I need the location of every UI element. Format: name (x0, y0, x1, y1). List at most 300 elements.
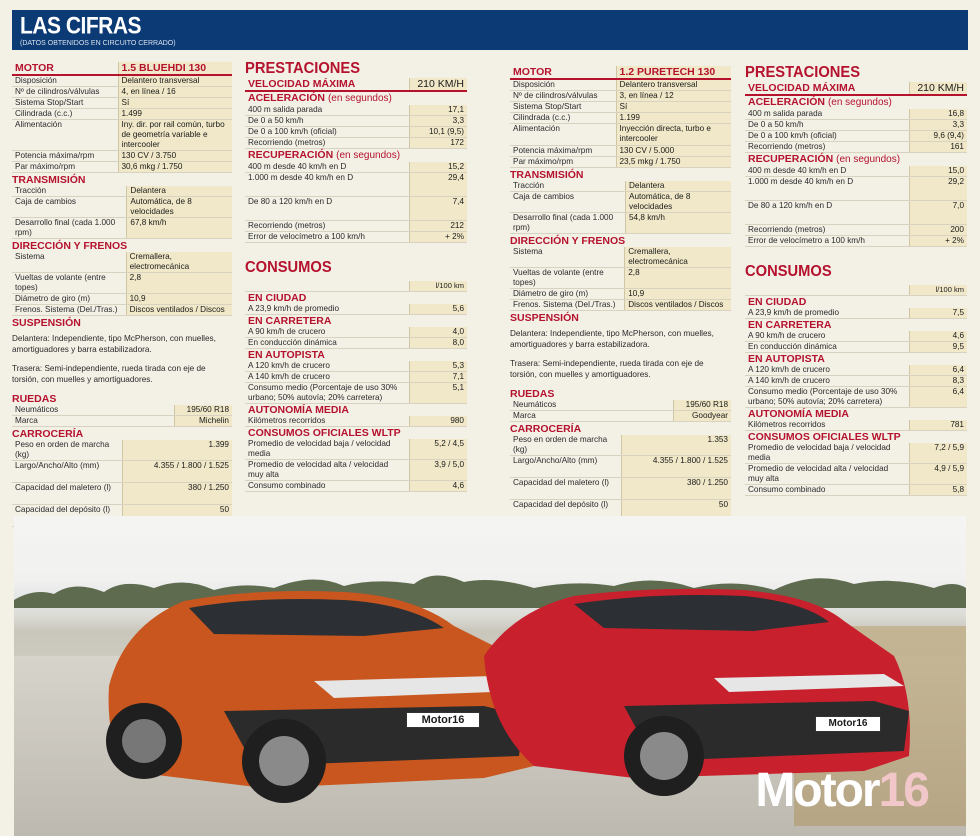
spec-key: Marca (12, 416, 174, 427)
spec-key: Kilómetros recorridos (245, 416, 409, 427)
recup-header (745, 153, 967, 167)
spec-row (510, 102, 731, 113)
autopista-header: EN AUTOPISTA (748, 353, 825, 365)
motor-header (12, 62, 232, 75)
spec-row (245, 304, 467, 315)
spec-value: Automática, de 8 velocidades (127, 197, 232, 218)
motor-value: 1.5 BLUEHDI 130 (118, 62, 232, 75)
spec-key: Alimentación (12, 120, 118, 151)
spec-value: 15,2 (409, 162, 467, 173)
spec-value: 212 (409, 221, 467, 232)
spec-row (510, 157, 731, 168)
spec-value: 8,0 (409, 338, 467, 349)
spec-key: Potencia máxima/rpm (12, 151, 118, 162)
motor-label: MOTOR (510, 66, 616, 79)
spec-key: Recorriendo (metros) (745, 142, 909, 153)
consumos-unit-row (245, 281, 467, 292)
spec-key: 400 m salida parada (745, 109, 909, 120)
spec-value: 4.355 / 1.800 / 1.525 (122, 461, 232, 483)
spec-value: Delantera (625, 181, 731, 192)
spec-row (745, 201, 967, 225)
spec-row (12, 252, 232, 273)
spec-value: 7,0 (909, 201, 967, 225)
prestaciones-title: PRESTACIONES (745, 64, 861, 81)
spec-row (245, 416, 467, 427)
spec-key: Recorriendo (metros) (745, 225, 909, 236)
consumos-table (745, 285, 967, 496)
suspension-front: Delantera: Independiente, tipo McPherson, con muelles, amortiguadores y barra estabilizadora. (12, 334, 216, 354)
consumos-title: CONSUMOS (245, 259, 332, 276)
autonomia-header: AUTONOMÍA MEDIA (248, 404, 349, 416)
spec-key: Consumo combinado (245, 481, 409, 492)
spec-value: 6,4 (909, 365, 967, 376)
spec-value: Sí (616, 102, 731, 113)
acel-label: ACELERACIÓN (248, 92, 326, 104)
spec-value: + 2% (909, 236, 967, 247)
spec-value: 5,3 (409, 361, 467, 372)
transmision-table (510, 181, 731, 234)
recup-label: RECUPERACIÓN (748, 153, 834, 165)
spec-row (245, 162, 467, 173)
spec-key: Diámetro de giro (m) (12, 294, 126, 305)
prestaciones-table (245, 78, 467, 243)
spec-row (12, 98, 232, 109)
license-plate-orange: Motor16 (406, 712, 480, 728)
spec-row (245, 481, 467, 492)
spec-key: A 120 km/h de crucero (245, 361, 409, 372)
spec-row (12, 75, 232, 87)
spec-row (245, 338, 467, 349)
suspension-front: Delantera: Independiente, tipo McPherson, con muelles, amortiguadores y barra estabilizadora. (510, 329, 714, 349)
ciudad-header: EN CIUDAD (248, 292, 307, 304)
spec-key: A 140 km/h de crucero (245, 372, 409, 383)
spec-key: De 0 a 100 km/h (oficial) (745, 131, 909, 142)
spec-key: De 0 a 50 km/h (745, 120, 909, 131)
spec-key: Error de velocímetro a 100 km/h (745, 236, 909, 247)
spec-key: A 23,9 km/h de promedio (745, 308, 909, 319)
page-header (12, 10, 968, 50)
motor-table (510, 66, 731, 168)
spec-row (12, 218, 232, 239)
spec-key: A 23,9 km/h de promedio (245, 304, 409, 315)
spec-row (510, 91, 731, 102)
consumos-unit-row (745, 285, 967, 296)
carroceria-table (12, 440, 232, 527)
spec-value: 6,4 (909, 387, 967, 408)
spec-value: 4,6 (409, 481, 467, 492)
spec-value: 10,9 (625, 289, 731, 300)
acel-label: ACELERACIÓN (748, 96, 826, 108)
spec-row (12, 197, 232, 218)
transmision-header: TRANSMISIÓN (12, 174, 86, 186)
spec-row (745, 443, 967, 464)
spec-key: Peso en orden de marcha (kg) (510, 435, 621, 456)
spec-key: Capacidad del depósito (l) (12, 505, 122, 527)
spec-key: Desarrollo final (cada 1.000 rpm) (510, 213, 625, 234)
autonomia-header: AUTONOMÍA MEDIA (748, 408, 849, 420)
spec-row (745, 142, 967, 153)
spec-key: 1.000 m desde 40 km/h en D (245, 173, 409, 197)
spec-value: 15,0 (909, 166, 967, 177)
spec-row (12, 273, 232, 294)
spec-key: Cilindrada (c.c.) (510, 113, 616, 124)
motor-table (12, 62, 232, 173)
spec-row (245, 372, 467, 383)
spec-row (745, 236, 967, 247)
spec-value: Discos ventilados / Discos (625, 300, 731, 311)
spec-row (12, 87, 232, 98)
suspension-header: SUSPENSIÓN (510, 312, 579, 324)
spec-value: 380 / 1.250 (122, 483, 232, 505)
spec-key: Promedio de velocidad alta / velocidad muy alta (245, 460, 409, 481)
vmax-row (245, 78, 467, 91)
spec-key: Desarrollo final (cada 1.000 rpm) (12, 218, 127, 239)
spec-value: 29,4 (409, 173, 467, 197)
spec-row (510, 124, 731, 146)
spec-key: Promedio de velocidad baja / velocidad media (245, 439, 409, 460)
acel-unit: (en segundos) (827, 97, 892, 108)
spec-value: 5,6 (409, 304, 467, 315)
spec-row (245, 383, 467, 404)
spec-key: Potencia máxima/rpm (510, 146, 616, 157)
spec-value: 2,8 (126, 273, 232, 294)
spec-key: En conducción dinámica (745, 342, 909, 353)
spec-key: Par máximo/rpm (12, 162, 118, 173)
spec-key: Tracción (12, 186, 127, 197)
spec-value: 5,2 / 4,5 (409, 439, 467, 460)
vmax-row (745, 82, 967, 95)
spec-row (510, 146, 731, 157)
spec-value: 195/60 R18 (673, 400, 731, 411)
spec-key: Par máximo/rpm (510, 157, 616, 168)
spec-row (510, 79, 731, 91)
spec-value: 3,9 / 5,0 (409, 460, 467, 481)
spec-value: Cremallera, electromecánica (126, 252, 232, 273)
spec-value: 7,4 (409, 197, 467, 221)
spec-row (510, 192, 731, 213)
spec-value: 9,5 (909, 342, 967, 353)
spec-value: 2,8 (625, 268, 731, 289)
ruedas-table (510, 400, 731, 422)
spec-key: A 140 km/h de crucero (745, 376, 909, 387)
spec-key: Disposición (12, 75, 118, 87)
spec-value: Cremallera, electromecánica (625, 247, 731, 268)
spec-key: A 90 km/h de crucero (745, 331, 909, 342)
consumos-title: CONSUMOS (745, 263, 832, 280)
spec-row (12, 109, 232, 120)
direccion-table (510, 247, 731, 311)
spec-key: Recorriendo (metros) (245, 221, 409, 232)
spec-key: Sistema Stop/Start (510, 102, 616, 113)
prestaciones-title: PRESTACIONES (245, 60, 361, 77)
carretera-header: EN CARRETERA (248, 315, 332, 327)
spec-value: 3, en línea / 12 (616, 91, 731, 102)
spec-value: 5,8 (909, 485, 967, 496)
spec-row (745, 387, 967, 408)
spec-row (12, 416, 232, 427)
spec-value: 7,2 / 5,9 (909, 443, 967, 464)
recup-unit: (en segundos) (836, 154, 901, 165)
spec-row (245, 127, 467, 138)
spec-key: Nº de cilindros/válvulas (12, 87, 118, 98)
spec-row (245, 221, 467, 232)
transmision-header: TRANSMISIÓN (510, 169, 584, 181)
spec-key: Capacidad del maletero (l) (12, 483, 122, 505)
spec-row (510, 113, 731, 124)
spec-key: De 80 a 120 km/h en D (745, 201, 909, 225)
spec-key: 400 m salida parada (245, 105, 409, 116)
car2-specs-column (510, 66, 731, 522)
cars-photo (14, 516, 966, 836)
spec-value: 50 (122, 505, 232, 527)
spec-key: Neumáticos (12, 405, 174, 416)
direccion-header: DIRECCIÓN Y FRENOS (510, 235, 626, 247)
vmax-label: VELOCIDAD MÁXIMA (745, 82, 909, 95)
consumos-table (245, 281, 467, 492)
spec-row (12, 305, 232, 316)
suspension-rear: Trasera: Semi-independiente, rueda tirada con eje de torsión, con muelles y amortiguadores. (510, 359, 704, 379)
motor-value: 1.2 PURETECH 130 (616, 66, 731, 79)
recup-unit: (en segundos) (336, 150, 401, 161)
spec-row (510, 247, 731, 268)
spec-value: 67,8 km/h (127, 218, 232, 239)
spec-key: 1.000 m desde 40 km/h en D (745, 177, 909, 201)
spec-row (510, 289, 731, 300)
consumos-unit: l/100 km (409, 281, 467, 292)
spec-key: Nº de cilindros/válvulas (510, 91, 616, 102)
spec-value: 980 (409, 416, 467, 427)
spec-row (745, 131, 967, 142)
spec-key: Marca (510, 411, 673, 422)
spec-row (245, 327, 467, 338)
spec-value: 29,2 (909, 177, 967, 201)
spec-row (245, 197, 467, 221)
spec-key: Tracción (510, 181, 625, 192)
spec-row (12, 294, 232, 305)
spec-key: Consumo combinado (745, 485, 909, 496)
orange-car (106, 591, 539, 803)
spec-value: Delantero transversal (118, 75, 232, 87)
spec-row (245, 361, 467, 372)
spec-key: A 90 km/h de crucero (245, 327, 409, 338)
spec-row (245, 460, 467, 481)
spec-value: 1.353 (621, 435, 731, 456)
spec-value: 16,8 (909, 109, 967, 120)
spec-key: En conducción dinámica (245, 338, 409, 349)
spec-row (745, 166, 967, 177)
spec-key: Error de velocímetro a 100 km/h (245, 232, 409, 243)
spec-key: A 120 km/h de crucero (745, 365, 909, 376)
spec-row (12, 405, 232, 416)
ruedas-header: RUEDAS (12, 393, 57, 405)
spec-key: Promedio de velocidad baja / velocidad media (745, 443, 909, 464)
motor16-watermark (755, 763, 928, 818)
spec-row (510, 300, 731, 311)
spec-row (510, 411, 731, 422)
page-subtitle: (DATOS OBTENIDOS EN CIRCUITO CERRADO) (20, 40, 176, 47)
spec-value: 4.355 / 1.800 / 1.525 (621, 456, 731, 478)
spec-key: Largo/Ancho/Alto (mm) (12, 461, 122, 483)
spec-row (745, 177, 967, 201)
spec-row (245, 439, 467, 460)
car1-specs-column (12, 62, 232, 527)
spec-value: Delantero transversal (616, 79, 731, 91)
spec-value: Inyección directa, turbo e intercooler (616, 124, 731, 146)
spec-row (510, 456, 731, 478)
spec-key: Kilómetros recorridos (745, 420, 909, 431)
spec-row (12, 120, 232, 151)
spec-key: Frenos. Sistema (Del./Tras.) (12, 305, 126, 316)
spec-key: Sistema Stop/Start (12, 98, 118, 109)
ruedas-header: RUEDAS (510, 388, 555, 400)
prestaciones-table (745, 82, 967, 247)
spec-key: Sistema (12, 252, 126, 273)
spec-value: 161 (909, 142, 967, 153)
spec-key: Disposición (510, 79, 616, 91)
spec-row (745, 464, 967, 485)
spec-value: 54,8 km/h (625, 213, 731, 234)
vmax-label: VELOCIDAD MÁXIMA (245, 78, 409, 91)
acel-unit: (en segundos) (327, 93, 392, 104)
spec-value: Automática, de 8 velocidades (625, 192, 731, 213)
spec-key: Capacidad del maletero (l) (510, 478, 621, 500)
spec-key: Vueltas de volante (entre topes) (510, 268, 625, 289)
motor-header (510, 66, 731, 79)
acel-header (245, 91, 467, 105)
spec-key: Caja de cambios (510, 192, 625, 213)
spec-key: Caja de cambios (12, 197, 127, 218)
direccion-header: DIRECCIÓN Y FRENOS (12, 240, 128, 252)
spec-value: 30,6 mkg / 1.750 (118, 162, 232, 173)
license-plate-red: Motor16 (815, 716, 881, 732)
suspension-rear: Trasera: Semi-independiente, rueda tirada con eje de torsión, con muelles y amortiguadores. (12, 364, 206, 384)
wltp-header: CONSUMOS OFICIALES WLTP (748, 431, 901, 443)
spec-value: 4, en línea / 16 (118, 87, 232, 98)
spec-value: 17,1 (409, 105, 467, 116)
spec-row (745, 109, 967, 120)
spec-key: Diámetro de giro (m) (510, 289, 625, 300)
car2-performance-column (745, 64, 967, 496)
spec-value: 1.199 (616, 113, 731, 124)
spec-row (245, 116, 467, 127)
spec-row (745, 331, 967, 342)
acel-header (745, 95, 967, 109)
spec-row (745, 342, 967, 353)
spec-value: 7,5 (909, 308, 967, 319)
spec-value: Sí (118, 98, 232, 109)
spec-key: Consumo medio (Porcentaje de uso 30% urbano; 50% autovía; 20% carretera) (745, 387, 909, 408)
motor-label: MOTOR (12, 62, 118, 75)
spec-value: 8,3 (909, 376, 967, 387)
spec-value: 5,1 (409, 383, 467, 404)
spec-value: 4,0 (409, 327, 467, 338)
ciudad-header: EN CIUDAD (748, 296, 807, 308)
spec-row (745, 485, 967, 496)
spec-key: Alimentación (510, 124, 616, 146)
spec-row (12, 440, 232, 461)
spec-value: 130 CV / 5.000 (616, 146, 731, 157)
spec-value: 3,3 (409, 116, 467, 127)
suspension-header: SUSPENSIÓN (12, 317, 81, 329)
autopista-header: EN AUTOPISTA (248, 349, 325, 361)
spec-row (745, 365, 967, 376)
spec-value: Delantera (127, 186, 232, 197)
spec-row (12, 162, 232, 173)
carroceria-header: CARROCERÍA (12, 428, 84, 440)
spec-key: Vueltas de volante (entre topes) (12, 273, 126, 294)
spec-row (510, 400, 731, 411)
spec-row (745, 376, 967, 387)
spec-value: 10,9 (126, 294, 232, 305)
watermark-main: Motor (755, 764, 879, 817)
spec-key: Frenos. Sistema (Del./Tras.) (510, 300, 625, 311)
spec-row (510, 268, 731, 289)
spec-value: 200 (909, 225, 967, 236)
wltp-header: CONSUMOS OFICIALES WLTP (248, 427, 401, 439)
spec-key: Largo/Ancho/Alto (mm) (510, 456, 621, 478)
spec-row (12, 151, 232, 162)
vmax-value: 210 KM/H (409, 78, 467, 91)
carroceria-header: CARROCERÍA (510, 423, 582, 435)
spec-value: 380 / 1.250 (621, 478, 731, 500)
spec-value: 23,5 mkg / 1.750 (616, 157, 731, 168)
spec-value: 1.399 (122, 440, 232, 461)
spec-key: Consumo medio (Porcentaje de uso 30% urbano; 50% autovía; 20% carretera) (245, 383, 409, 404)
spec-row (245, 105, 467, 116)
consumos-unit: l/100 km (909, 285, 967, 296)
carretera-header: EN CARRETERA (748, 319, 832, 331)
spec-value: 50 (621, 500, 731, 522)
spec-row (510, 181, 731, 192)
spec-value: 7,1 (409, 372, 467, 383)
spec-row (745, 225, 967, 236)
spec-row (745, 120, 967, 131)
spec-row (12, 461, 232, 483)
spec-value: 172 (409, 138, 467, 149)
recup-label: RECUPERACIÓN (248, 149, 334, 161)
spec-value: 9,6 (9,4) (909, 131, 967, 142)
spec-value: 4,6 (909, 331, 967, 342)
vmax-value: 210 KM/H (909, 82, 967, 95)
spec-value: Discos ventilados / Discos (126, 305, 232, 316)
spec-key: Cilindrada (c.c.) (12, 109, 118, 120)
spec-key: De 80 a 120 km/h en D (245, 197, 409, 221)
spec-key: Neumáticos (510, 400, 673, 411)
spec-key: Capacidad del depósito (l) (510, 500, 621, 522)
ruedas-table (12, 405, 232, 427)
spec-key: De 0 a 100 km/h (oficial) (245, 127, 409, 138)
recup-header (245, 149, 467, 163)
spec-row (510, 213, 731, 234)
spec-value: 130 CV / 3.750 (118, 151, 232, 162)
spec-row (510, 478, 731, 500)
spec-key: Recorriendo (metros) (245, 138, 409, 149)
spec-row (12, 483, 232, 505)
spec-value: 195/60 R18 (174, 405, 232, 416)
spec-row (745, 420, 967, 431)
spec-key: Peso en orden de marcha (kg) (12, 440, 122, 461)
carroceria-table (510, 435, 731, 522)
transmision-table (12, 186, 232, 239)
spec-value: 1.499 (118, 109, 232, 120)
spec-key: 400 m desde 40 km/h en D (745, 166, 909, 177)
watermark-number: 16 (878, 764, 928, 817)
spec-row (245, 232, 467, 243)
spec-value: 10,1 (9,5) (409, 127, 467, 138)
spec-value: Goodyear (673, 411, 731, 422)
spec-row (12, 186, 232, 197)
car1-performance-column (245, 60, 467, 492)
